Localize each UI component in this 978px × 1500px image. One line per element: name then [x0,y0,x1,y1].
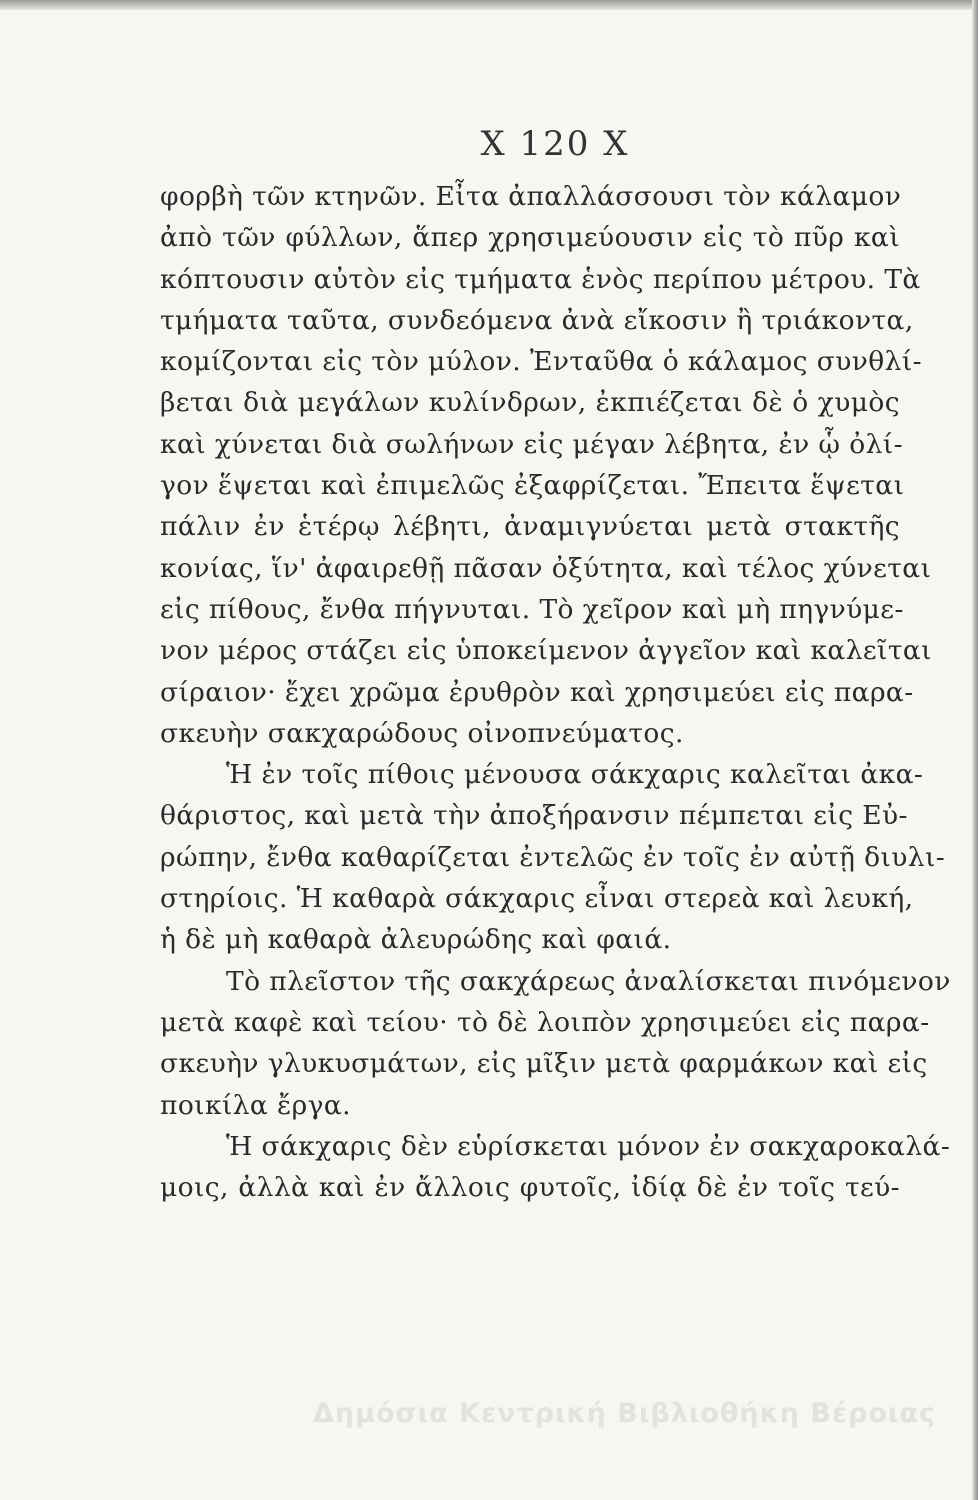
text-line: πάλιν ἐν ἑτέρῳ λέβητι, ἀναμιγνύεται μετὰ στακτῆς [160,511,900,543]
text-line: ποικίλα ἔργα. [160,1089,351,1121]
text-line: ἀπὸ τῶν φύλλων, ἅπερ χρησιμεύουσιν εἰς τὸ πῦρ καὶ [160,222,900,254]
text-line: ἡ δὲ μὴ καθαρὰ ἀλευρώδης καὶ φαιά. [160,924,672,956]
text-line: καὶ χύνεται διὰ σωλήνων εἰς μέγαν λέβητα, ἐν ᾧ ὀλί- [160,428,903,460]
text-line: κομίζονται εἰς τὸν μύλον. Ἐνταῦθα ὁ κάλαμος συνθλί- [160,346,922,378]
text-line: ρώπην, ἔνθα καθαρίζεται ἐντελῶς ἐν τοῖς ἐν αὐτῇ διυλι- [160,841,946,873]
paragraph-start-line: Ἡ ἐν τοῖς πίθοις μένουσα σάκχαρις καλεῖται ἀκα- [226,759,924,791]
paragraph-start-line: Ἡ σάκχαρις δὲν εὑρίσκεται μόνον ἐν σακχαροκαλά- [226,1130,951,1162]
text-line: βεται διὰ μεγάλων κυλίνδρων, ἐκπιέζεται δὲ ὁ χυμὸς [160,387,900,419]
text-line: σίραιον· ἔχει χρῶμα ἐρυθρὸν καὶ χρησιμεύει εἰς παρα- [160,676,914,708]
page-top-edge-shadow [0,0,978,10]
text-line: σκευὴν γλυκυσμάτων, εἰς μῖξιν μετὰ φαρμάκων καὶ εἰς [160,1048,928,1080]
text-line: κόπτουσιν αὐτὸν εἰς τμήματα ἑνὸς περίπου μέτρου. Τὰ [160,263,921,295]
text-line: νον μέρος στάζει εἰς ὑποκείμενον ἀγγεῖον καὶ καλεῖται [160,635,932,667]
text-line: μετὰ καφὲ καὶ τείου· τὸ δὲ λοιπὸν χρησιμεύει εἰς παρα- [160,1006,930,1038]
text-line: σκευὴν σακχαρώδους οἰνοπνεύματος. [160,717,684,749]
text-line: θάριστος, καὶ μετὰ τὴν ἀποξήρανσιν πέμπεται εἰς Εὐ- [160,800,908,832]
text-line: τμήματα ταῦτα, συνδεόμενα ἀνὰ εἴκοσιν ἢ τριάκοντα, [160,304,914,336]
page-number: X 120 X [480,124,630,164]
paragraph-start-line: Τὸ πλεῖστον τῆς σακχάρεως ἀναλίσκεται πινόμενον [226,965,951,997]
text-line: μοις, ἀλλὰ καὶ ἐν ἄλλοις φυτοῖς, ἰδίᾳ δὲ ἐν τοῖς τεύ- [160,1172,900,1204]
text-line: γον ἕψεται καὶ ἐπιμελῶς ἐξαφρίζεται. Ἔπειτα ἕψεται [160,470,905,502]
text-line: κονίας, ἵν' ἀφαιρεθῇ πᾶσαν ὀξύτητα, καὶ τέλος χύνεται [160,552,932,584]
page-right-edge-shadow [972,0,978,1500]
text-line: φορβὴ τῶν κτηνῶν. Εἶτα ἀπαλλάσσουσι τὸν κάλαμον [160,181,902,212]
body-text [160,176,951,1208]
text-line: στηρίοις. Ἡ καθαρὰ σάκχαρις εἶναι στερεὰ καὶ λευκή, [160,883,914,915]
library-watermark: Δημόσια Κεντρική Βιβλιοθήκη Βέροιας [313,1398,936,1429]
text-line: εἰς πίθους, ἔνθα πήγνυται. Τὸ χεῖρον καὶ μὴ πηγνύμε- [160,593,904,625]
